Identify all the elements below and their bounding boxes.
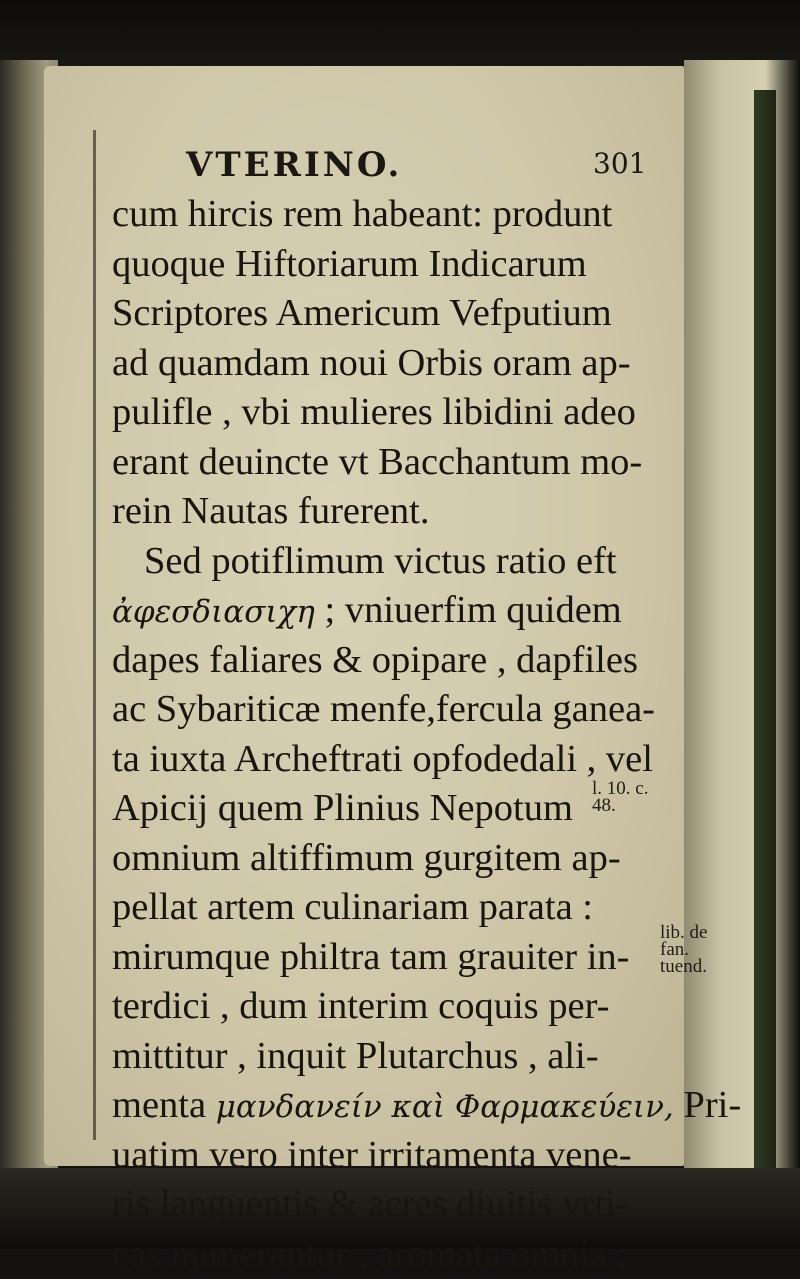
binding-stripe — [754, 90, 776, 1170]
text-line: dapes faliares & opipare , dapfiles — [112, 636, 672, 686]
text-line: terdici , dum interim coquis per- — [112, 982, 672, 1032]
text-line: uatim vero inter irritamenta vene- — [112, 1131, 672, 1181]
text-line: mirumque philtra tam grauiter in- — [112, 933, 672, 983]
text-line: pulifle , vbi mulieres libidini adeo — [112, 388, 672, 438]
body-text — [112, 190, 672, 1279]
text-line: quoque Hiftoriarum Indicarum — [112, 240, 672, 290]
text-line: pellat artem culinariam parata : — [112, 883, 672, 933]
running-head: VTERINO. — [186, 145, 402, 185]
text-line: ta iuxta Archeftrati opfodedali , vel — [112, 735, 672, 785]
text-line: cas numerantur , aromata omnia ; — [112, 1230, 672, 1279]
text-line: ad quamdam noui Orbis oram ap- — [112, 339, 672, 389]
text-line: ris languentis & acres diuitis vrti- — [112, 1180, 672, 1230]
text-line: rein Nautas furerent. — [112, 487, 672, 537]
text-line: cum hircis rem habeant: produnt — [112, 190, 672, 240]
text-line: Scriptores Americum Vefputium — [112, 289, 672, 339]
text-line: omnium altiffimum gurgitem ap- — [112, 834, 672, 884]
paragraph-start-line: Sed potiflimum victus ratio eft — [112, 537, 672, 587]
text-line: ac Sybariticæ menfe,fercula ganea- — [112, 685, 672, 735]
text-line: mittitur , inquit Plutarchus , ali- — [112, 1032, 672, 1082]
text-line-greek: menta μανδανείν καὶ Φαρμακεύειν, Pri- — [112, 1081, 672, 1131]
page-number: 301 — [593, 147, 646, 180]
text-line: erant deuincte vt Bacchantum mo- — [112, 438, 672, 488]
greek-phrase: ἀφεσδιασιχη — [112, 594, 315, 630]
text-line: Apicij quem Plinius Nepotum — [112, 784, 672, 834]
text-line-greek: ἀφεσδιασιχη ; vniuerfim quidem — [112, 586, 672, 636]
facing-page-edge — [684, 60, 800, 1190]
margin-note-plutarch: lib. de fan. tuend. — [660, 924, 708, 975]
margin-note-pliny: l. 10. c. 48. — [592, 780, 648, 814]
greek-phrase: μανδανείν καὶ Φαρμακεύειν, — [216, 1089, 674, 1125]
margin-rule — [93, 130, 96, 1140]
